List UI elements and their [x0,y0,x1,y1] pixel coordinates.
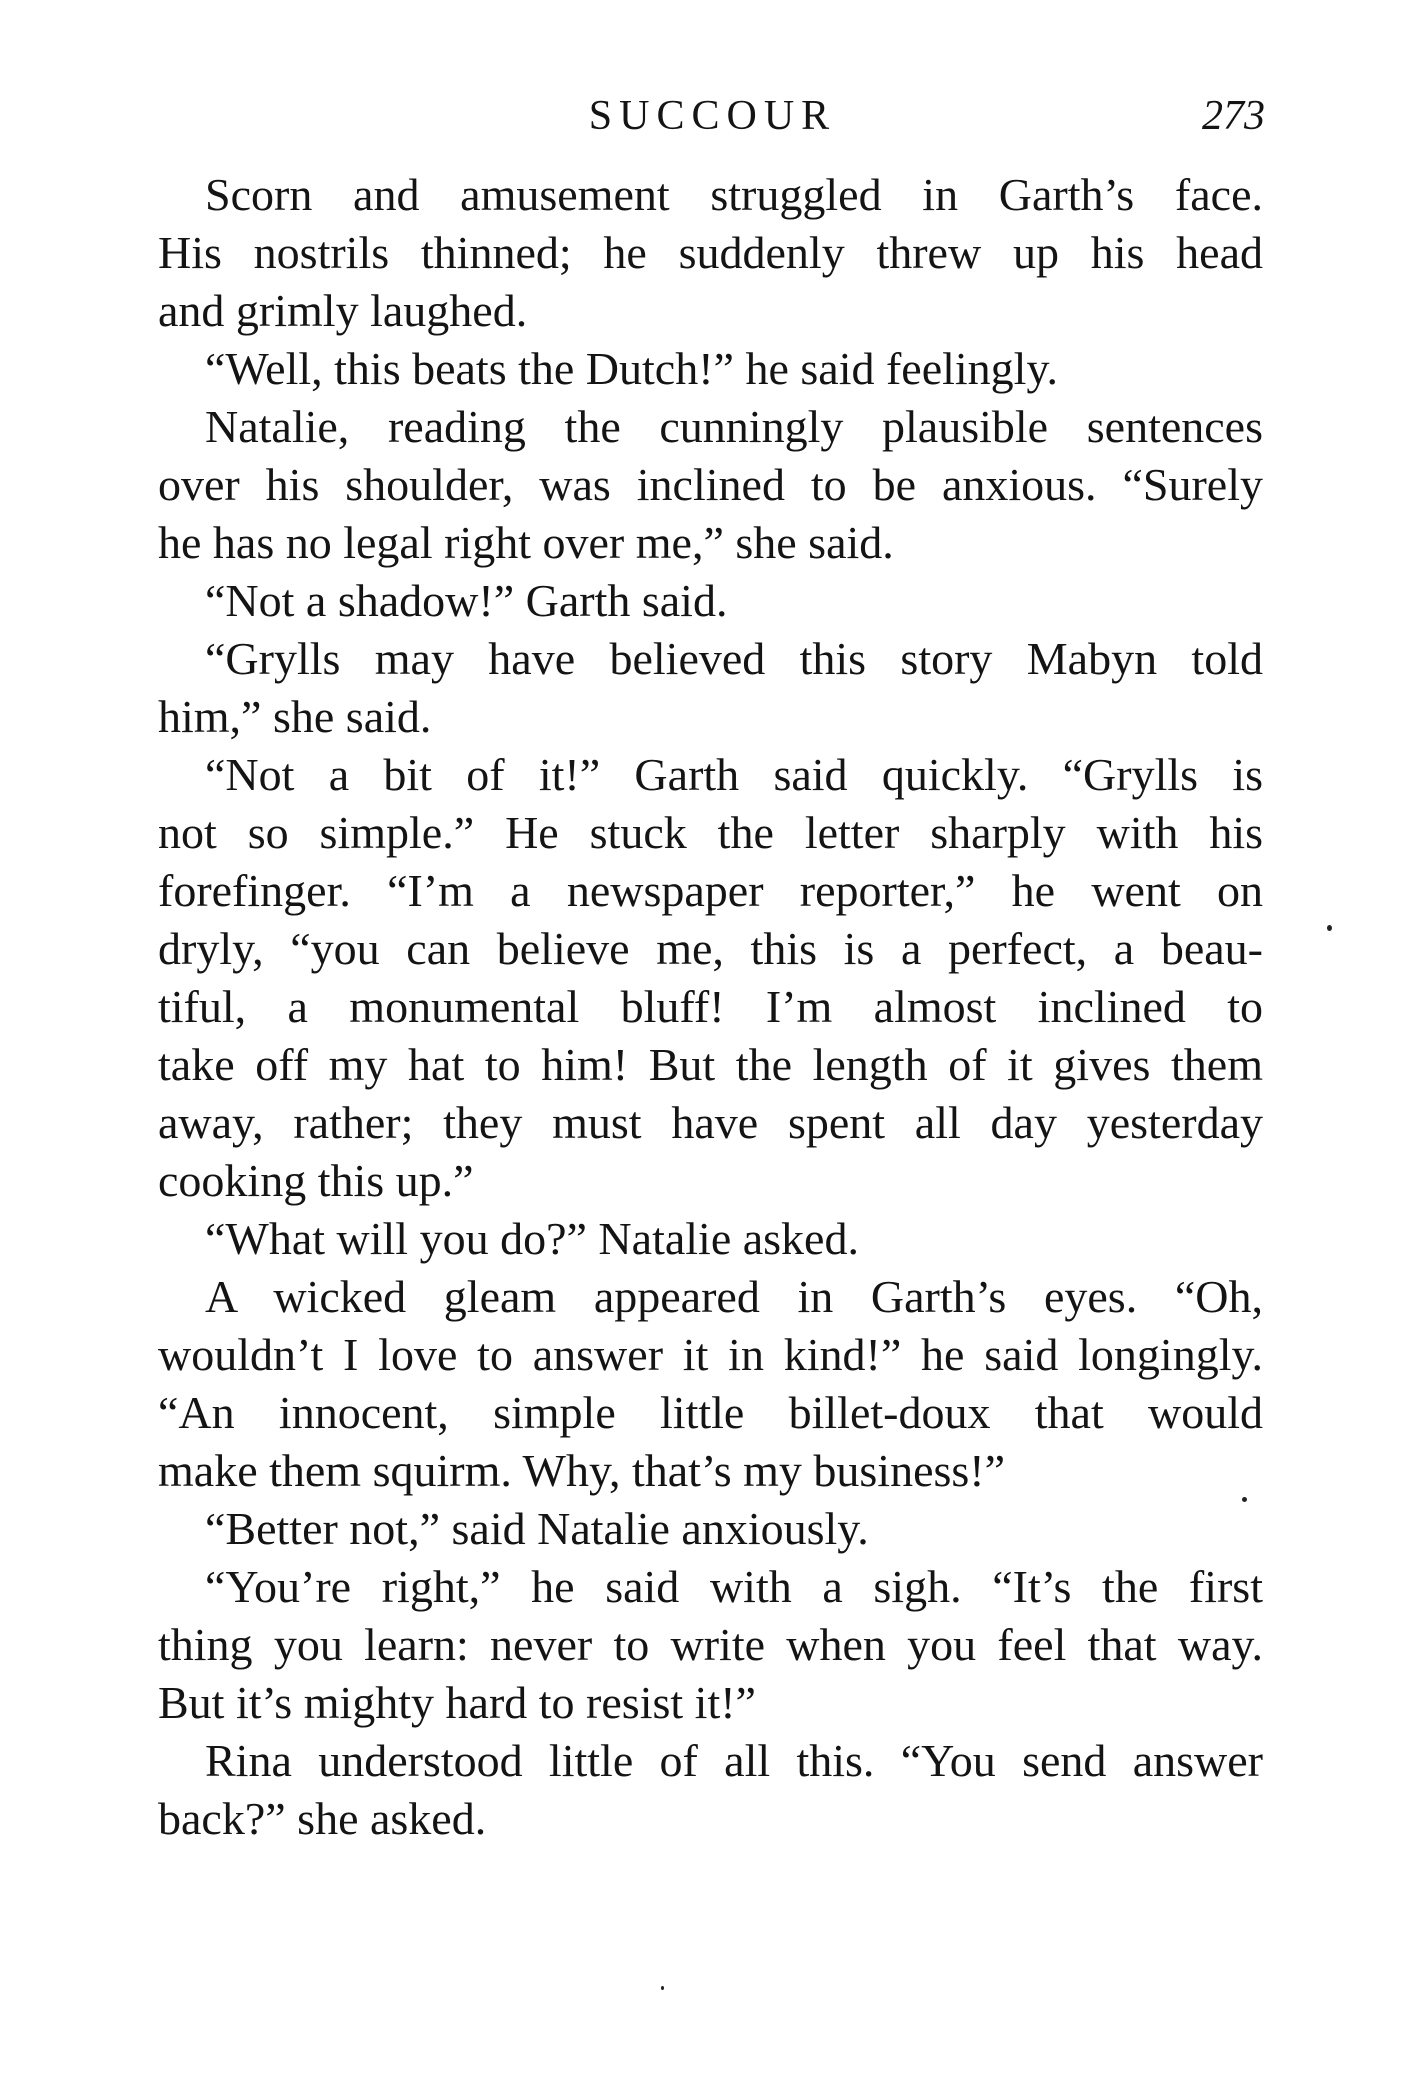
text-line: wouldn’t I love to answer it in kind!” he said longingly. [158,1329,1263,1380]
running-head [160,86,1265,146]
text-line: him,” she said. [158,691,432,742]
text-line: not so simple.” He stuck the letter sharply with his [158,807,1263,858]
text-line: “You’re right,” he said with a sigh. “It’s the first [205,1561,1263,1612]
text-line: back?” she asked. [158,1793,487,1844]
text-line: tiful, a monumental bluff! I’m almost inclined to [158,981,1263,1032]
text-line: “An innocent, simple little billet-doux that would [158,1387,1263,1438]
text-line: “What will you do?” Natalie asked. [205,1213,859,1264]
text-line: dryly, “you can believe me, this is a perfect, a beau- [158,923,1263,974]
text-line: Natalie, reading the cunningly plausible sentences [205,401,1263,452]
running-title: SUCCOUR [588,93,837,139]
text-line: “Not a shadow!” Garth said. [205,575,728,626]
text-line: Rina understood little of all this. “You send answer [205,1735,1263,1786]
text-line: take off my hat to him! But the length of it gives them [158,1039,1263,1090]
print-speck [1327,925,1332,931]
print-speck [1242,1497,1247,1502]
text-line: Scorn and amusement struggled in Garth’s face. [205,169,1263,220]
text-line: away, rather; they must have spent all day yesterday [158,1097,1263,1148]
text-line: make them squirm. Why, that’s my business!” [158,1445,1006,1496]
text-line: “Not a bit of it!” Garth said quickly. “Grylls is [205,749,1263,800]
text-line: “Better not,” said Natalie anxiously. [205,1503,869,1554]
body-text [158,166,1263,1848]
text-line: “Well, this beats the Dutch!” he said feelingly. [205,343,1058,394]
text-line: cooking this up.” [158,1155,474,1206]
text-line: he has no legal right over me,” she said. [158,517,894,568]
text-line: His nostrils thinned; he suddenly threw up his head [158,227,1263,278]
text-line: But it’s mighty hard to resist it!” [158,1677,756,1728]
text-line: “Grylls may have believed this story Mabyn told [205,633,1263,684]
text-line: and grimly laughed. [158,285,528,336]
text-line: forefinger. “I’m a newspaper reporter,” he went on [158,865,1263,916]
text-line: thing you learn: never to write when you feel that way. [158,1619,1263,1670]
text-line: over his shoulder, was inclined to be anxious. “Surely [158,459,1263,510]
text-line: A wicked gleam appeared in Garth’s eyes. “Oh, [205,1271,1263,1322]
page-number: 273 [1202,93,1265,139]
print-speck [661,1986,664,1990]
